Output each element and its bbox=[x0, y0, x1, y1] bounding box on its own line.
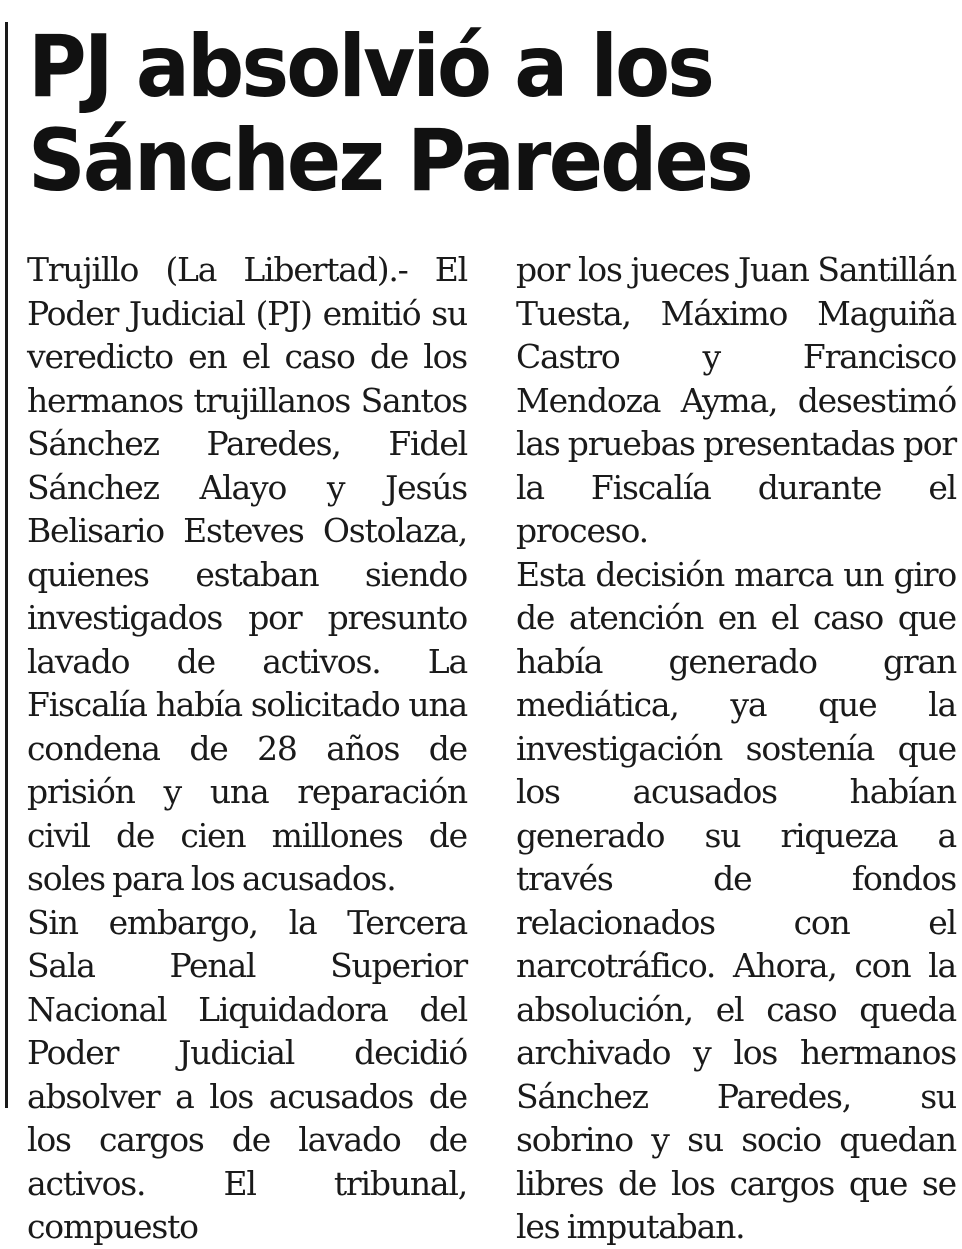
body-paragraph: Trujillo (La Libertad).- El Poder Judicial (PJ) emitió su veredicto en el caso de los hermanos trujillanos Santos Sánchez Paredes, Fidel Sánchez Alayo y Jesús Belisario Esteves Ostolaza, quienes estaban siendo investigados por presunto lavado de activos. La Fiscalía había solicitado una condena de 28 años de prisión y una reparación civil de cien millones de soles para los acusados. bbox=[27, 250, 467, 898]
column-divider bbox=[5, 22, 8, 1108]
headline bbox=[28, 17, 884, 211]
body-paragraph: Sin embargo, la Tercera Sala Penal Superior Nacional Liquidadora del Poder Judicial decidió absolver a los acusados de los cargos de lavado de activos. El tribunal, compuesto bbox=[27, 902, 467, 1246]
body-paragraph: por los jueces Juan Santillán Tuesta, Máximo Maguiña Castro y Francisco Mendoza Ayma, desestimó las pruebas presentadas por la Fiscalía durante el proceso. bbox=[516, 250, 956, 550]
article-column-left bbox=[27, 248, 467, 1249]
article-column-right bbox=[516, 248, 956, 1249]
headline-line-1: PJ absolvió a los bbox=[28, 17, 713, 117]
body-paragraph: Esta decisión marca un giro de atención en el caso que había generado gran mediática, ya que la investigación sostenía que los acusados habían generado su riqueza a través de fondos relacionados con el narcotráfico. Ahora, con la absolución, el caso queda archivado y los hermanos Sánchez Paredes, su sobrino y su socio quedan libres de los cargos que se les imputaban. bbox=[516, 554, 956, 1246]
headline-line-2: Sánchez Paredes bbox=[28, 111, 751, 211]
